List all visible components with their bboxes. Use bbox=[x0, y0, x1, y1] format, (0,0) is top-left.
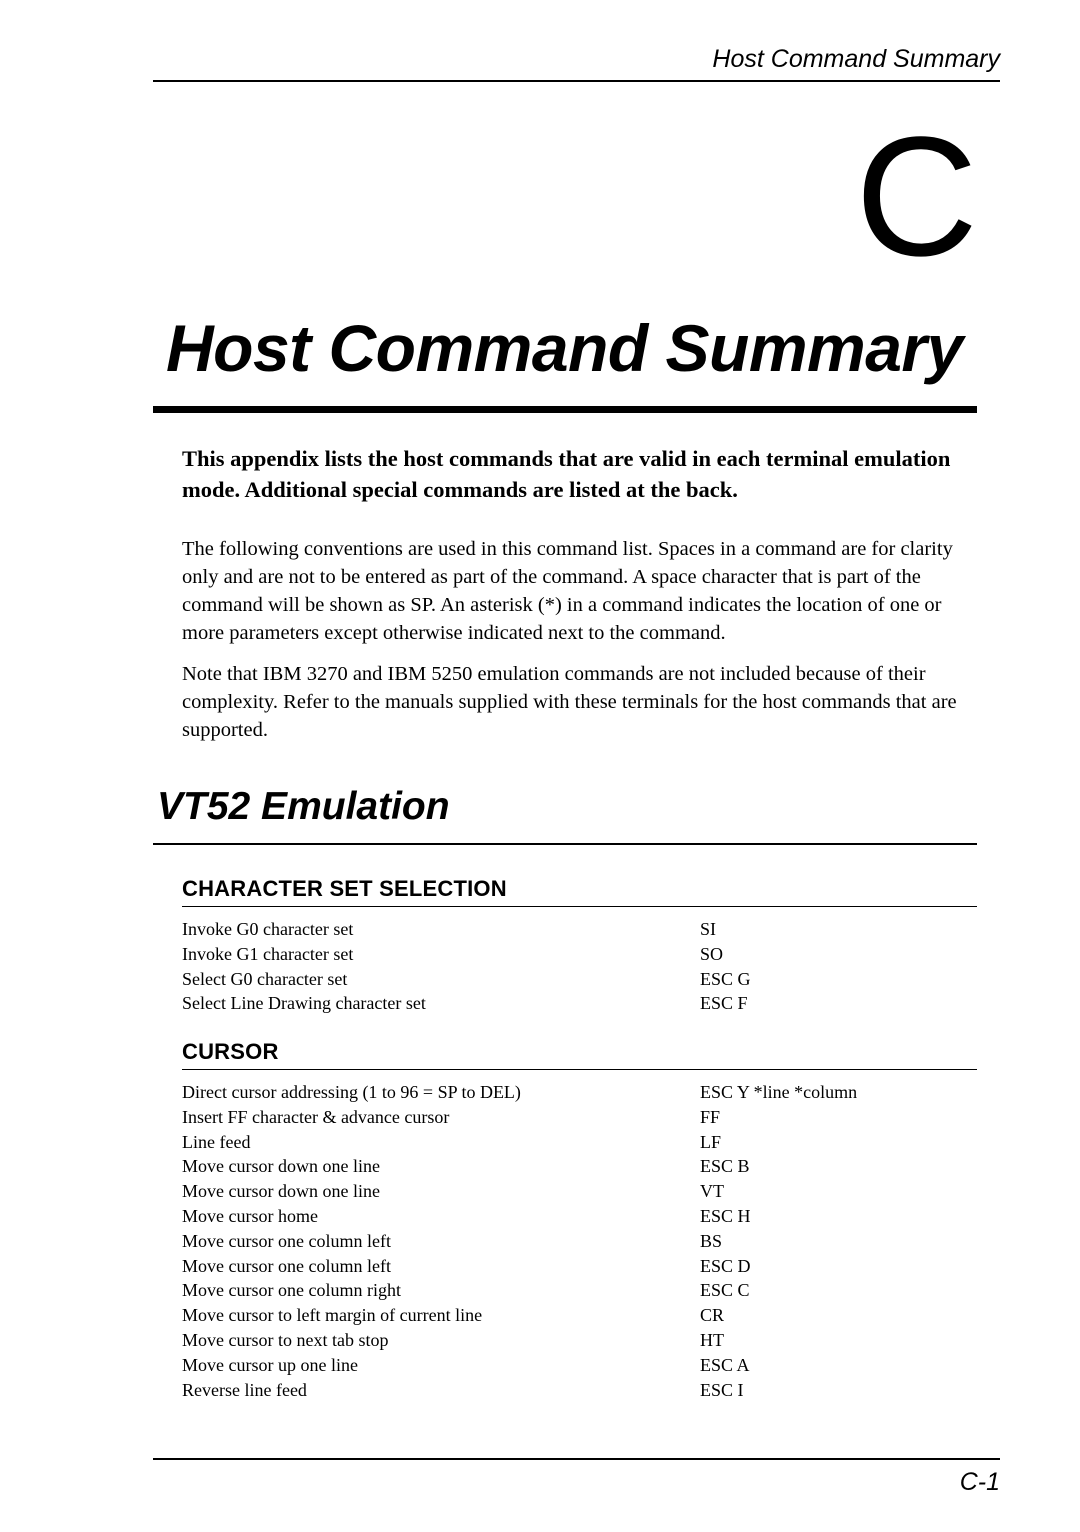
command-code: ESC F bbox=[700, 993, 748, 1014]
command-description: Move cursor down one line bbox=[182, 1181, 380, 1202]
command-description: Move cursor one column left bbox=[182, 1230, 391, 1251]
command-code: ESC D bbox=[700, 1255, 751, 1276]
command-list-cursor bbox=[182, 1080, 977, 1402]
command-row bbox=[182, 1204, 977, 1229]
command-row bbox=[182, 967, 977, 992]
command-description: Move cursor to left margin of current line bbox=[182, 1305, 483, 1326]
command-row bbox=[182, 1080, 977, 1105]
header-rule bbox=[153, 80, 1000, 82]
command-description: Move cursor down one line bbox=[182, 1156, 380, 1177]
command-row bbox=[182, 942, 977, 967]
command-row bbox=[182, 1105, 977, 1130]
command-code: CR bbox=[700, 1305, 725, 1326]
command-list-character-set bbox=[182, 917, 977, 1016]
command-code: ESC H bbox=[700, 1205, 751, 1226]
command-code: ESC C bbox=[700, 1280, 750, 1301]
appendix-letter: C bbox=[855, 102, 976, 292]
command-code: ESC G bbox=[700, 968, 751, 989]
command-code: HT bbox=[700, 1329, 724, 1350]
command-code: ESC Y *line *column bbox=[700, 1082, 858, 1102]
subsection-title-character-set: CHARACTER SET SELECTION bbox=[182, 876, 507, 901]
command-description: Move cursor to next tab stop bbox=[182, 1329, 389, 1350]
command-row bbox=[182, 1353, 977, 1378]
page-number: C-1 bbox=[959, 1468, 1000, 1496]
running-header: Host Command Summary bbox=[712, 45, 1000, 73]
command-row bbox=[182, 1378, 977, 1403]
command-description: Select Line Drawing character set bbox=[182, 993, 426, 1014]
command-code: ESC A bbox=[700, 1354, 750, 1375]
command-code: SI bbox=[700, 919, 717, 939]
command-row bbox=[182, 1303, 977, 1328]
command-description: Reverse line feed bbox=[182, 1379, 307, 1400]
chapter-title-rule bbox=[153, 406, 977, 413]
command-description: Move cursor one column right bbox=[182, 1280, 401, 1301]
command-row bbox=[182, 1179, 977, 1204]
command-description: Line feed bbox=[182, 1131, 251, 1152]
command-row bbox=[182, 1278, 977, 1303]
conventions-paragraph: The following conventions are used in this command list. Spaces in a command are for clarity only and are not to be entered as part of the command. A space character that is part of the command will be shown as SP. An asterisk (*) in a command indicates the location of one or more parameters except otherwise indicated next to the command. bbox=[182, 538, 953, 644]
command-description: Direct cursor addressing (1 to 96 = SP to DEL) bbox=[182, 1082, 521, 1102]
command-row bbox=[182, 917, 977, 942]
command-code: BS bbox=[700, 1230, 723, 1251]
command-code: SO bbox=[700, 943, 724, 964]
section-title: VT52 Emulation bbox=[157, 785, 450, 828]
command-description: Move cursor up one line bbox=[182, 1354, 358, 1375]
section-rule bbox=[153, 843, 977, 845]
command-code: LF bbox=[700, 1131, 722, 1152]
command-code: FF bbox=[700, 1106, 721, 1127]
note-paragraph: Note that IBM 3270 and IBM 5250 emulation commands are not included because of their complexity. Refer to the manuals supplied with these terminals for the host commands that are supported. bbox=[182, 663, 957, 741]
command-code: ESC I bbox=[700, 1379, 744, 1400]
command-description: Select G0 character set bbox=[182, 968, 348, 989]
intro-paragraph: This appendix lists the host commands that are valid in each terminal emulation mode. Additional special commands are listed at the back. bbox=[182, 446, 951, 502]
footer-rule bbox=[153, 1458, 1000, 1460]
command-description: Move cursor home bbox=[182, 1205, 318, 1226]
subsection-rule bbox=[182, 906, 977, 907]
command-row bbox=[182, 1328, 977, 1353]
command-code: VT bbox=[700, 1181, 724, 1202]
command-row bbox=[182, 1154, 977, 1179]
command-row bbox=[182, 991, 977, 1016]
command-row bbox=[182, 1130, 977, 1155]
command-description: Invoke G1 character set bbox=[182, 943, 354, 964]
command-row bbox=[182, 1254, 977, 1279]
command-description: Invoke G0 character set bbox=[182, 919, 354, 939]
command-description: Move cursor one column left bbox=[182, 1255, 391, 1276]
command-row bbox=[182, 1229, 977, 1254]
subsection-rule bbox=[182, 1069, 977, 1070]
chapter-title: Host Command Summary bbox=[166, 311, 963, 385]
command-description: Insert FF character & advance cursor bbox=[182, 1106, 450, 1127]
subsection-title-cursor: CURSOR bbox=[182, 1039, 279, 1064]
command-code: ESC B bbox=[700, 1156, 750, 1177]
